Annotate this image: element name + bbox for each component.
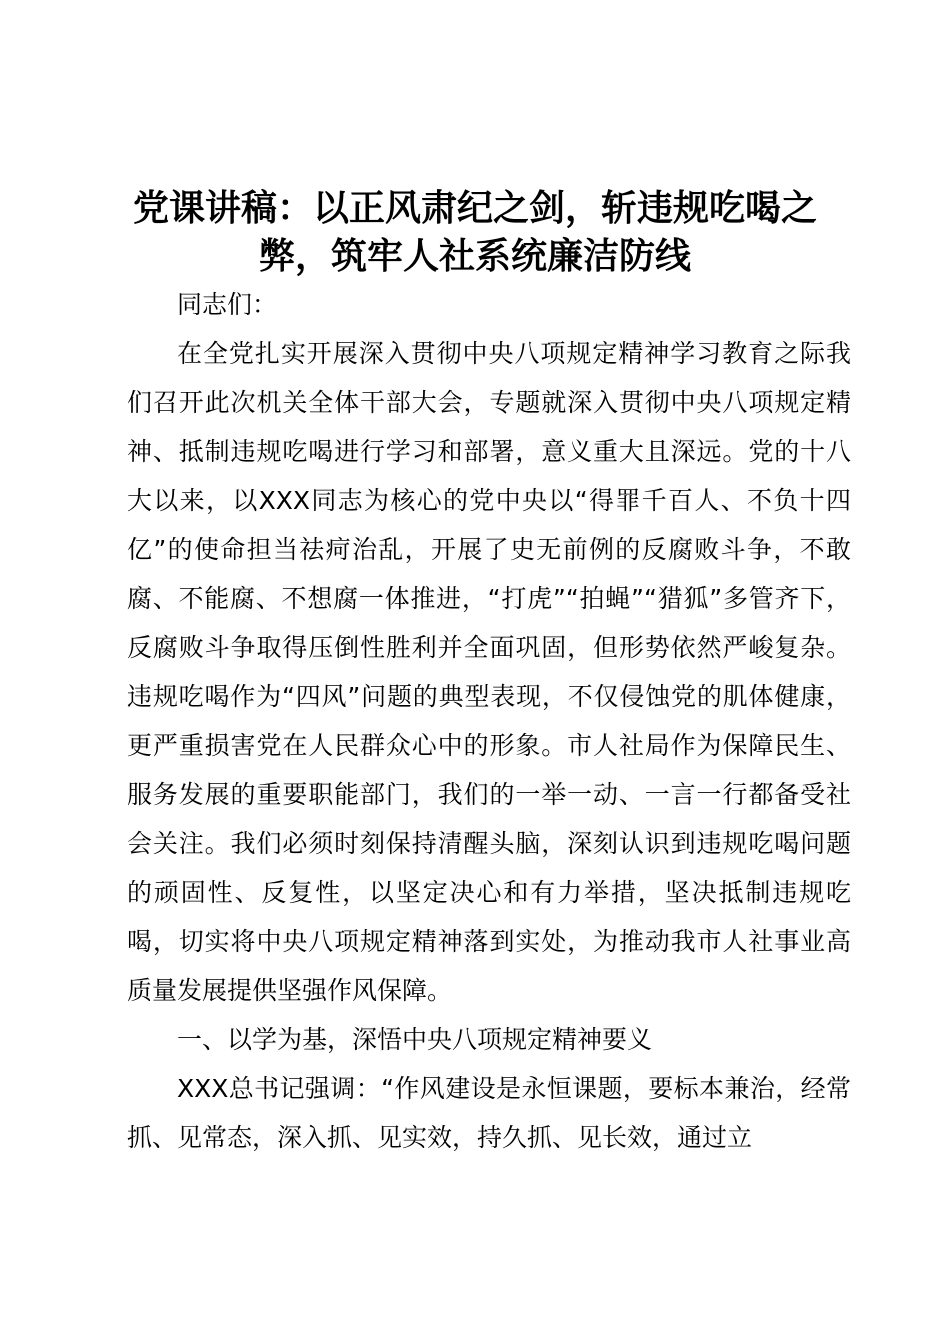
document-title: 党课讲稿：以正风肃纪之剑，斩违规吃喝之弊，筑牢人社系统廉洁防线 xyxy=(132,187,817,277)
document-body xyxy=(127,280,851,1162)
intro-paragraph: 在全党扎实开展深入贯彻中央八项规定精神学习教育之际我们召开此次机关全体干部大会，专题就深入贯彻中央八项规定精神、抵制违规吃喝进行学习和部署，意义重大且深远。党的十八大以来，以XXX同志为核心的党中央以“得罪千百人、不负十四亿”的使命担当祛疴治乱，开展了史无前例的反腐败斗争，不敢腐、不能腐、不想腐一体推进，“打虎”“拍蝇”“猎狐”多管齐下，反腐败斗争取得压倒性胜利并全面巩固，但形势依然严峻复杂。违规吃喝作为“四风”问题的典型表现，不仅侵蚀党的肌体健康，更严重损害党在人民群众心中的形象。市人社局作为保障民生、服务发展的重要职能部门，我们的一举一动、一言一行都备受社会关注。我们必须时刻保持清醒头脑，深刻认识到违规吃喝问题的顽固性、反复性，以坚定决心和有力举措，坚决抵制违规吃喝，切实将中央八项规定精神落到实处，为推动我市人社事业高质量发展提供坚强作风保障。 xyxy=(127,339,851,1005)
section-paragraph: XXX总书记强调：“作风建设是永恒课题，要标本兼治，经常抓、见常态，深入抓、见实效，持久抓、见长效，通过立 xyxy=(127,1074,851,1152)
greeting: 同志们： xyxy=(177,290,278,319)
section-heading: 一、以学为基，深悟中央八项规定精神要义 xyxy=(177,1025,653,1054)
